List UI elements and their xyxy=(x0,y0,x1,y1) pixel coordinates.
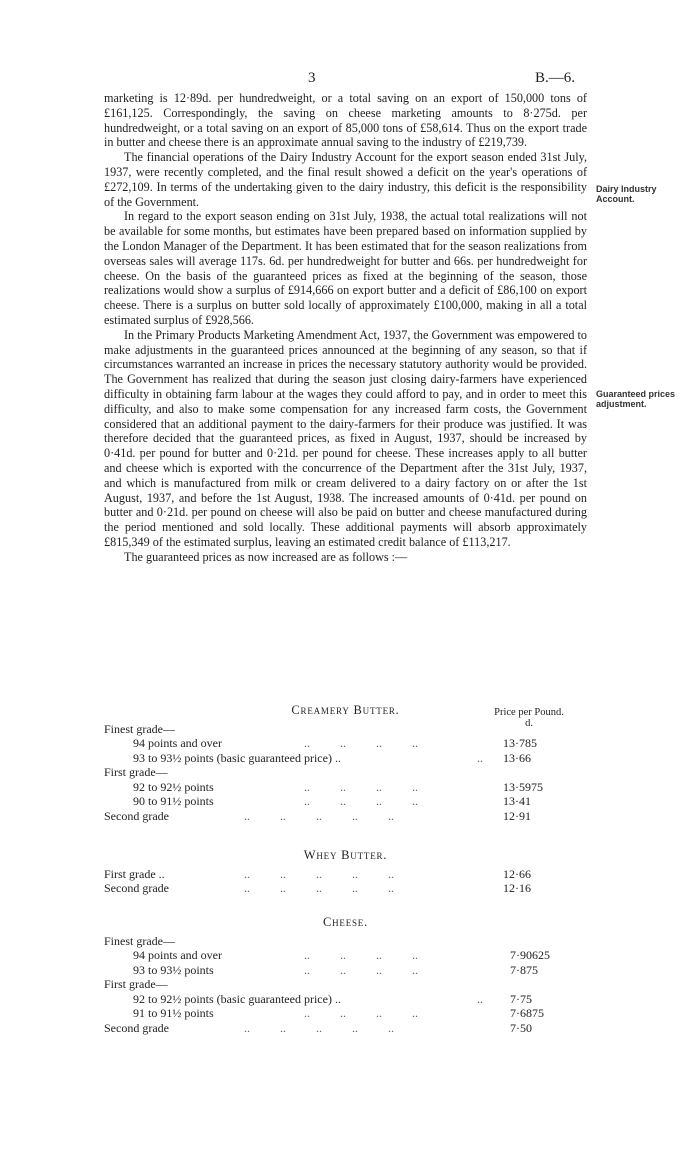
row-value: 7·875 xyxy=(510,962,538,977)
row-label: First grade .. xyxy=(104,866,165,881)
column-header-label: Price per Pound. xyxy=(494,707,564,718)
row-value: 12·16 xyxy=(503,881,531,895)
whey-butter-table xyxy=(104,848,587,896)
row-label: 91 to 91½ points xyxy=(133,1006,214,1020)
row-value: 7·6875 xyxy=(510,1006,544,1020)
paragraph: In the Primary Products Marketing Amendment Act, 1937, the Government was empowered to make adjustments in the guaranteed prices announced at the beginning of any season, so that if circumstances warranted an increase in prices the necessary statutory authority would be provided. The Government has realized that during the season just closing dairy-farmers have experienced difficulty in obtaining farm labour at the wages they could afford to pay, and in order to meet this difficulty, and also to make some compensation for any increased farm costs, the Government considered that an additional payment to the dairy-farmers for their produce was justified. It was therefore decided that the guaranteed prices, as fixed in August, 1937, should be increased by 0·41d. per pound for butter and 0·21d. per pound for cheese. These increases apply to all butter and cheese which is exported with the concurrence of the Department after the 31st July, 1937, and which is manufactured from milk or cream delivered to a dairy factory on or after the 1st August, 1937, and before the 1st August, 1938. The increased amounts of 0·41d. per pound on butter and 0·21d. per pound on cheese will also be paid on butter and cheese manufactured during the period mentioned and sold locally. These additional payments will absorb approximately £815,349 of the estimated surplus, leaving an estimated credit balance of £113,217. xyxy=(104,327,587,549)
row-label: 92 to 92½ points (basic guaranteed price) .. xyxy=(133,991,341,1006)
table-row: Second grade .. .. .. .. .. 12·16 xyxy=(104,881,531,895)
row-label: First grade— xyxy=(104,765,168,779)
table-row: 90 to 91½ points .. .. .. .. 13·41 xyxy=(133,794,531,808)
row-value: 12·66 xyxy=(503,866,531,881)
row-label: Second grade xyxy=(104,881,169,895)
table-row: 93 to 93½ points .. .. .. .. 7·875 xyxy=(133,962,538,977)
table-row: 93 to 93½ points (basic guaranteed price) .. .. 13·66 xyxy=(133,750,531,765)
row-label: 94 points and over xyxy=(133,736,222,750)
table-row: Second grade .. .. .. .. .. 7·50 xyxy=(104,1020,532,1035)
paragraph: The financial operations of the Dairy Industry Account for the export season ended 31st July, 1937, were recently completed, and the final result showed a deficit on the year's operations of £272,109. In terms of the undertaking given to the dairy industry, this deficit is the responsibility of the Government. xyxy=(104,150,587,209)
row-label: Finest grade— xyxy=(104,721,175,736)
row-label: 92 to 92½ points xyxy=(133,779,214,794)
row-label: First grade— xyxy=(104,977,168,991)
row-value: 12·91 xyxy=(503,808,531,823)
page-number: 3 xyxy=(308,70,316,86)
document-reference: B.—6. xyxy=(535,70,576,86)
row-label: Finest grade— xyxy=(104,933,175,948)
row-value: 7·75 xyxy=(510,991,532,1006)
row-value: 13·66 xyxy=(503,750,531,765)
paragraph: The guaranteed prices as now increased are as follows :— xyxy=(124,549,408,564)
row-label: 93 to 93½ points xyxy=(133,962,214,977)
row-value: 13·5975 xyxy=(503,779,543,794)
section-title: Whey Butter. xyxy=(303,848,388,862)
paragraph: In regard to the export season ending on 31st July, 1938, the actual total realizations will not be available for some months, but estimates have been prepared based on information supplied by the London Manager of the Department. It has been estimated that for the season realizations from overseas sales will average 117s. 6d. per hundredweight for butter and 66s. per hundredweight for cheese. On the basis of the guaranteed prices as fixed at the beginning of the season, those realizations would show a surplus of £914,666 on export butter and a deficit of £86,100 on export cheese. There is a surplus on butter sold locally of approximately £100,000, making in all a total estimated surplus of £928,566. xyxy=(104,209,587,327)
paragraph: marketing is 12·89d. per hundredweight, or a total saving on an export of 150,000 tons of £161,125. Correspondingly, the saving on cheese marketing amounts to 8·275d. per hundredweight, or a total saving on an export of 85,000 tons of £58,614. Thus on the export trade in butter and cheese there is an approximate annual saving to the industry of £219,739. xyxy=(104,91,587,150)
section-title: Cheese. xyxy=(322,915,369,929)
body-text xyxy=(104,91,587,565)
table-row: 91 to 91½ points .. .. .. .. 7·6875 xyxy=(133,1006,544,1020)
creamery-butter-table xyxy=(104,703,587,823)
table-row: 94 points and over .. .. .. .. 13·785 xyxy=(133,736,537,750)
row-label: Second grade xyxy=(104,808,169,823)
row-value: 13·785 xyxy=(503,736,537,750)
table-row xyxy=(104,722,587,737)
table-row: 92 to 92½ points (basic guaranteed price) .. .. 7·75 xyxy=(133,991,532,1006)
table-row: First grade .. .. .. .. .. .. 12·66 xyxy=(104,866,531,881)
section-title: Creamery Butter. xyxy=(291,703,400,717)
table-row xyxy=(104,977,587,992)
row-label: 94 points and over xyxy=(133,948,222,962)
row-value: 7·50 xyxy=(510,1020,532,1035)
cheese-table xyxy=(104,915,587,1035)
column-header-unit: d. xyxy=(525,718,533,729)
table-row xyxy=(104,765,587,780)
row-label: 90 to 91½ points xyxy=(133,794,214,808)
row-value: 7·90625 xyxy=(510,948,550,962)
margin-note-guaranteed-prices: Guaranteed prices adjustment. xyxy=(596,389,676,409)
table-row: 94 points and over .. .. .. .. 7·90625 xyxy=(133,948,550,962)
row-value: 13·41 xyxy=(503,794,531,808)
table-row: 92 to 92½ points .. .. .. .. 13·5975 xyxy=(133,779,543,794)
row-label: Second grade xyxy=(104,1020,169,1035)
table-row: Second grade .. .. .. .. .. 12·91 xyxy=(104,808,531,823)
margin-note-dairy-account: Dairy Industry Account. xyxy=(596,184,657,204)
row-label: 93 to 93½ points (basic guaranteed price) .. xyxy=(133,750,341,765)
table-row xyxy=(104,934,587,949)
